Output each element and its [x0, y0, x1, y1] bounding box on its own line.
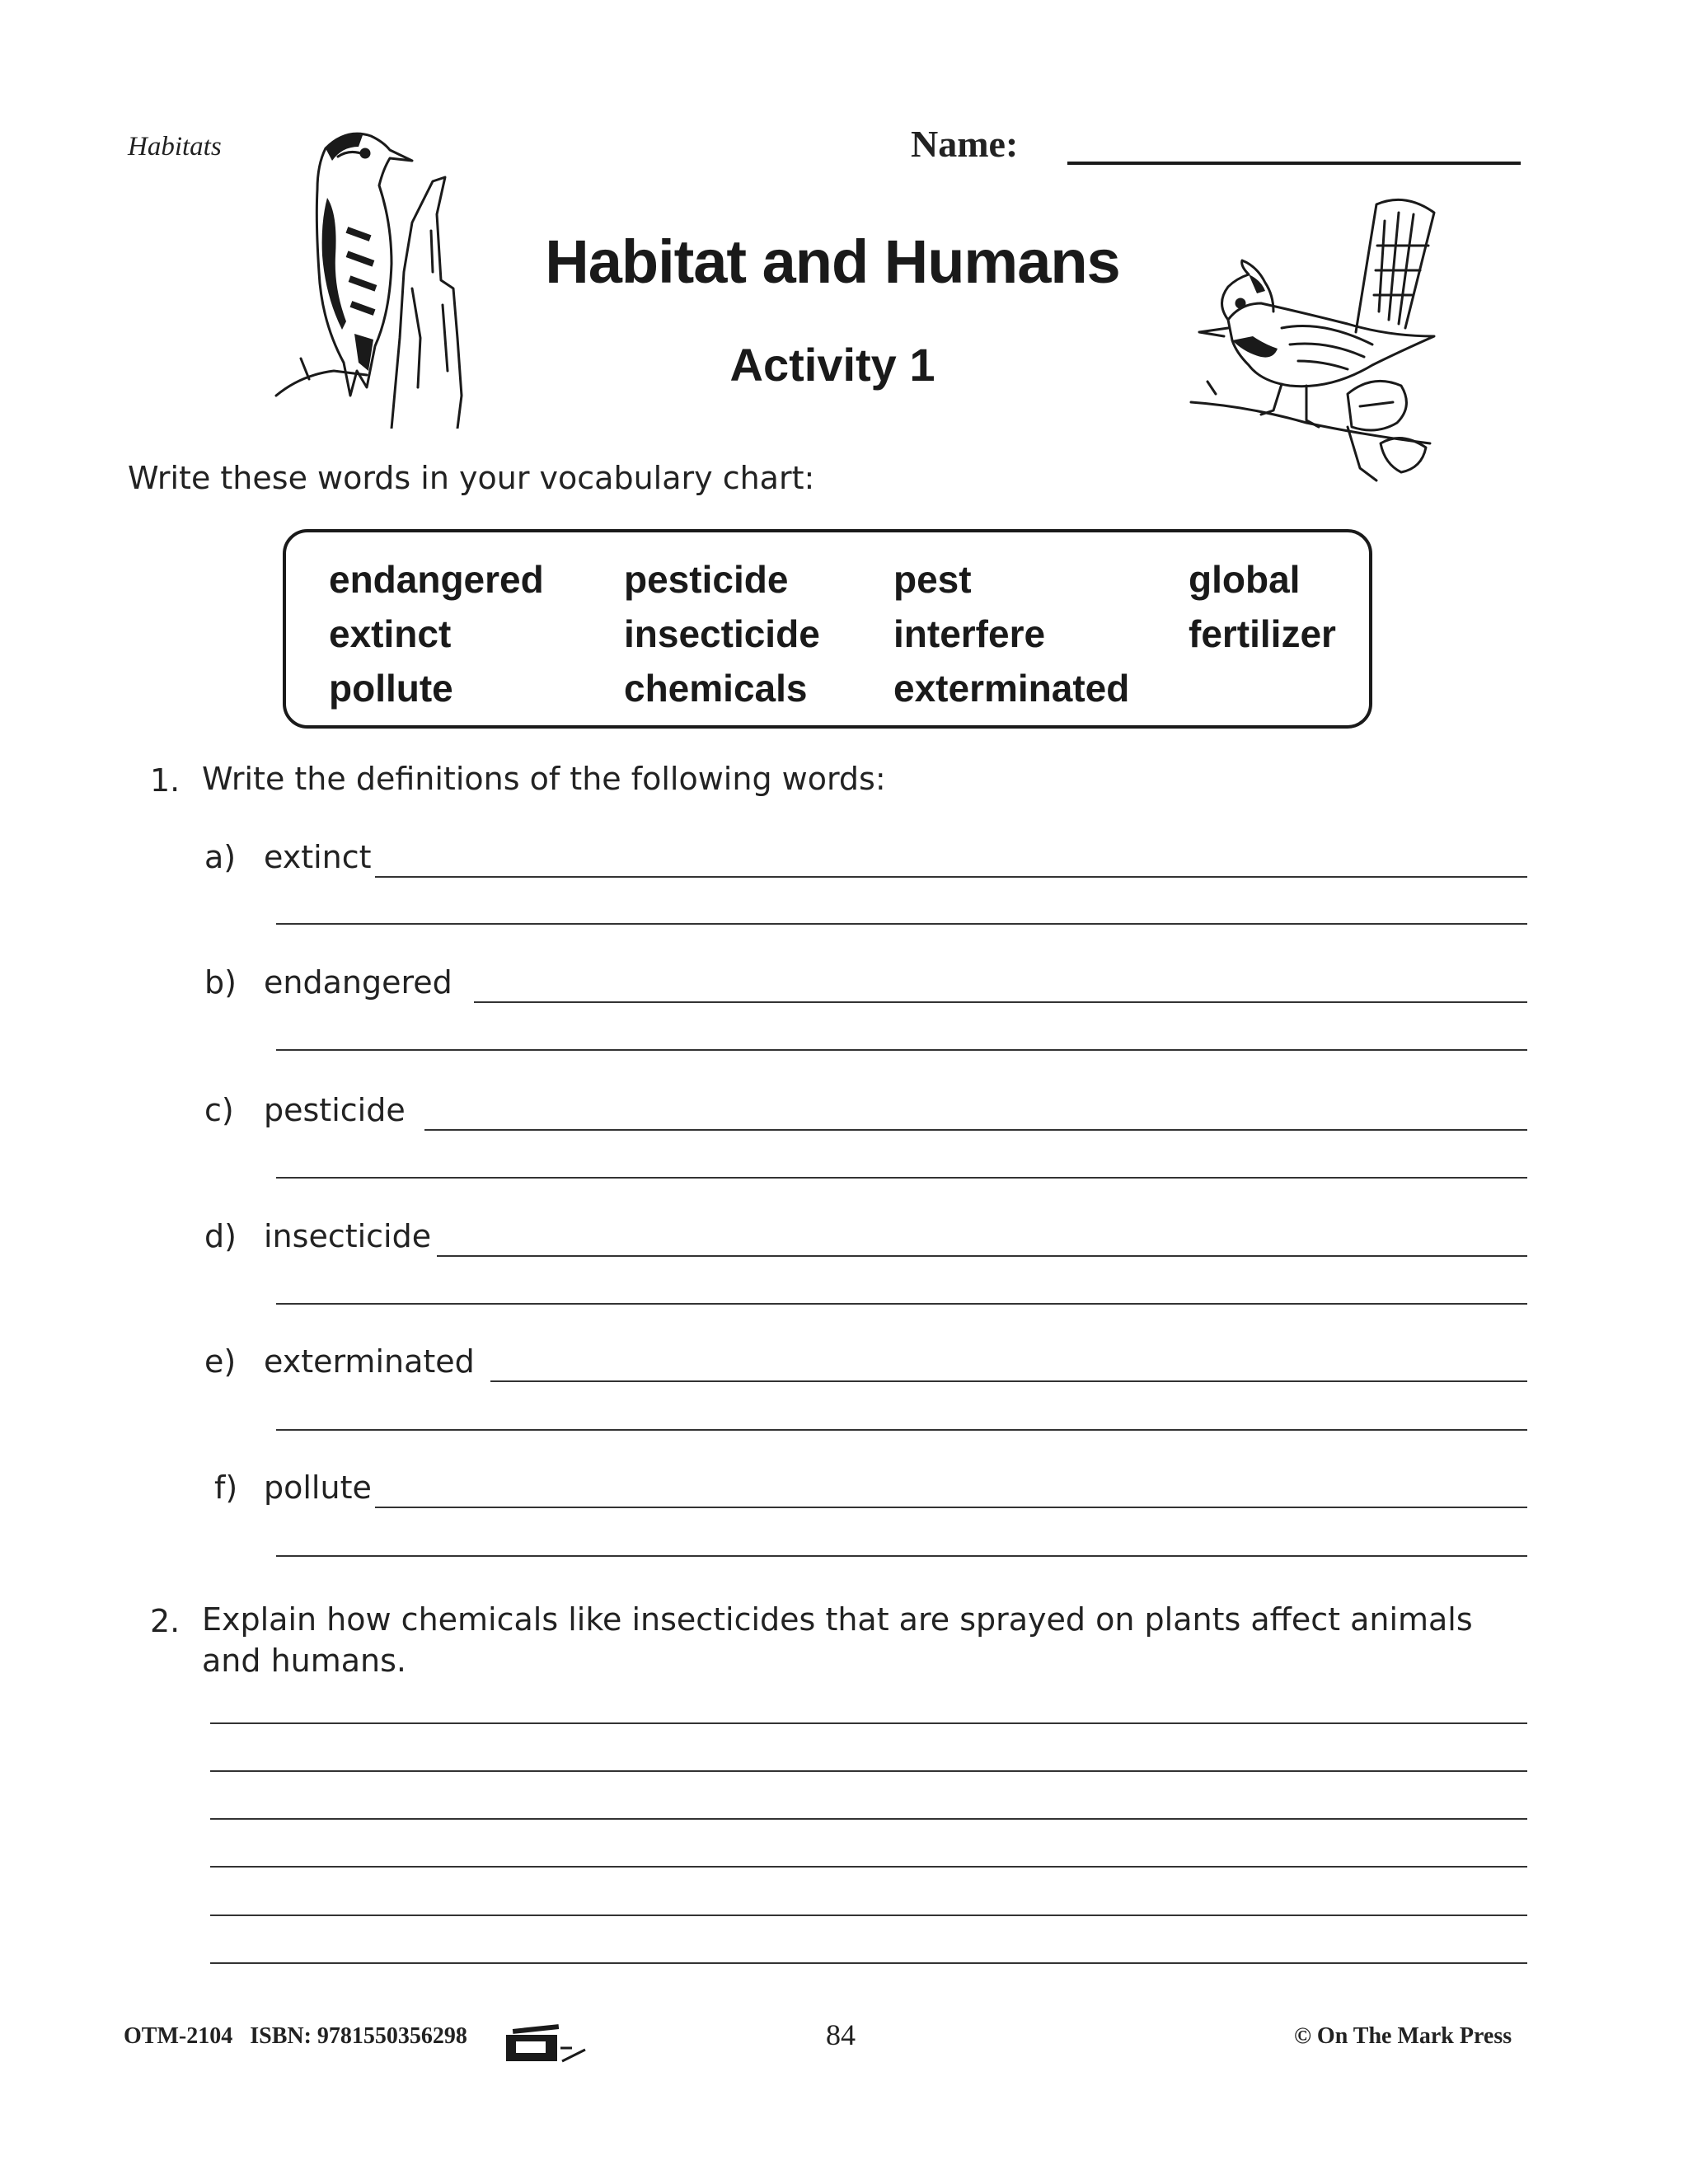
footer-publisher: © On The Mark Press: [1294, 2023, 1512, 2049]
vocab-word-pesticide: pesticide: [624, 558, 789, 601]
vocab-word-insecticide: insecticide: [624, 612, 820, 655]
vocabulary-box: [283, 529, 1372, 729]
answer-line-b2[interactable]: [276, 1049, 1527, 1051]
page-number: 84: [826, 2018, 856, 2051]
answer-line-d2[interactable]: [276, 1303, 1527, 1305]
vocab-word-extinct: extinct: [329, 612, 452, 655]
vocab-word-pollute: pollute: [329, 667, 453, 710]
vocab-word-pest: pest: [893, 558, 972, 601]
item-word-insecticide: insecticide: [264, 1218, 432, 1254]
name-label: Name:: [911, 123, 1019, 165]
item-letter-b: b): [204, 964, 237, 1001]
item-word-endangered: endangered: [264, 964, 452, 1001]
name-input-line[interactable]: [1067, 162, 1521, 165]
question-2-number: 2.: [150, 1603, 181, 1639]
footer-code: OTM-2104: [124, 2023, 233, 2049]
page-title: Habitat and Humans: [545, 227, 1120, 296]
woodpecker-icon: [268, 124, 470, 429]
blue-jay-icon: [1183, 188, 1447, 485]
answer-line-c1[interactable]: [424, 1129, 1527, 1131]
vocab-word-interfere: interfere: [893, 612, 1046, 655]
vocab-word-chemicals: chemicals: [624, 667, 808, 710]
answer-line-a1[interactable]: [375, 876, 1527, 878]
answer-line-q2-3[interactable]: [210, 1818, 1527, 1820]
answer-line-q2-6[interactable]: [210, 1962, 1527, 1964]
item-word-pollute: pollute: [264, 1469, 372, 1506]
answer-line-e1[interactable]: [490, 1380, 1527, 1382]
item-letter-c: c): [204, 1092, 234, 1128]
vocab-word-fertilizer: fertilizer: [1189, 612, 1336, 655]
question-1-number: 1.: [150, 762, 181, 799]
item-word-pesticide: pesticide: [264, 1092, 406, 1128]
answer-line-e2[interactable]: [276, 1429, 1527, 1431]
item-letter-d: d): [204, 1218, 237, 1254]
publisher-logo-icon: [504, 2023, 595, 2064]
question-2-line-2: and humans.: [202, 1643, 407, 1679]
vocabulary-instruction: Write these words in your vocabulary chart:: [128, 460, 815, 496]
answer-line-q2-2[interactable]: [210, 1770, 1527, 1772]
answer-line-d1[interactable]: [437, 1255, 1527, 1257]
activity-subtitle: Activity 1: [729, 339, 935, 391]
answer-line-b1[interactable]: [474, 1001, 1527, 1003]
item-letter-e: e): [204, 1343, 237, 1380]
section-label: Habitats: [128, 132, 222, 162]
question-1-text: Write the definitions of the following words:: [202, 761, 886, 797]
footer-isbn: ISBN: 9781550356298: [250, 2023, 467, 2049]
answer-line-c2[interactable]: [276, 1177, 1527, 1179]
vocab-word-endangered: endangered: [329, 558, 544, 601]
answer-line-q2-5[interactable]: [210, 1915, 1527, 1916]
answer-line-q2-1[interactable]: [210, 1722, 1527, 1724]
question-2-line-1: Explain how chemicals like insecticides that are sprayed on plants affect animals: [202, 1601, 1473, 1638]
item-word-exterminated: exterminated: [264, 1343, 475, 1380]
item-letter-f: f): [214, 1469, 238, 1506]
vocab-word-exterminated: exterminated: [893, 667, 1130, 710]
item-letter-a: a): [204, 839, 237, 875]
answer-line-a2[interactable]: [276, 923, 1527, 925]
item-word-extinct: extinct: [264, 839, 372, 875]
answer-line-q2-4[interactable]: [210, 1866, 1527, 1868]
footer-code-isbn: [124, 2023, 467, 2050]
answer-line-f1[interactable]: [375, 1507, 1527, 1508]
vocab-word-global: global: [1189, 558, 1301, 601]
answer-line-f2[interactable]: [276, 1555, 1527, 1557]
